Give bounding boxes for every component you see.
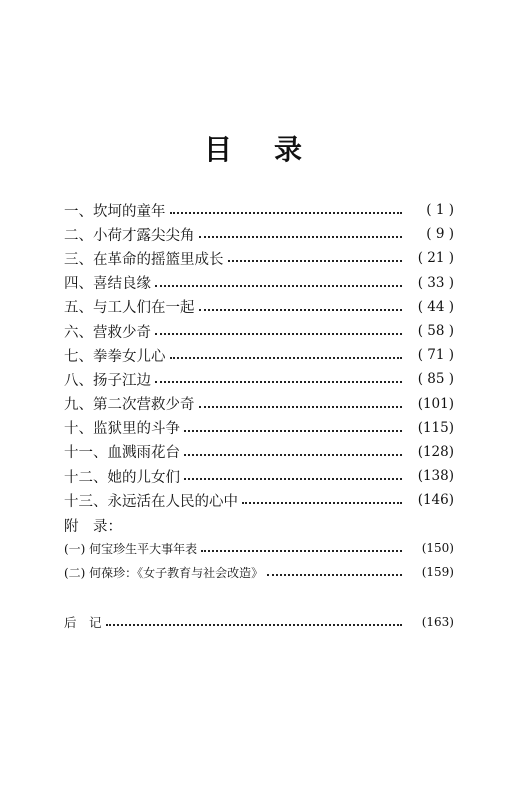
- toc-entry-1[interactable]: [64, 198, 454, 222]
- toc-entry-10[interactable]: [64, 416, 454, 440]
- toc-entry-page: ( 44 ): [417, 298, 454, 315]
- appendix-heading: 附 录：: [64, 518, 122, 535]
- toc-entry-label: 六、营救少奇: [64, 324, 151, 341]
- table-of-contents: [64, 198, 454, 584]
- dot-leader: [106, 624, 402, 626]
- toc-entry-label: 七、拳拳女儿心: [64, 348, 166, 365]
- title-char-1: 目: [203, 133, 232, 166]
- toc-entry-label: 十三、永远活在人民的心中: [64, 493, 238, 510]
- toc-entry-12[interactable]: [64, 464, 454, 488]
- toc-entry-page: ( 1 ): [426, 202, 454, 219]
- dot-leader: [184, 430, 402, 432]
- dot-leader: [155, 285, 402, 287]
- dot-leader: [155, 333, 402, 335]
- toc-entry-page: ( 71 ): [417, 347, 454, 364]
- toc-entry-page: (101): [417, 395, 454, 412]
- toc-entry-page: (115): [417, 419, 454, 436]
- toc-entry-page: ( 85 ): [417, 371, 454, 388]
- toc-entry-label: 四、喜结良缘: [64, 276, 151, 293]
- dot-leader: [267, 574, 402, 576]
- dot-leader: [170, 212, 403, 214]
- toc-entry-label: 一、坎坷的童年: [64, 203, 166, 220]
- appendix-entry-2[interactable]: [64, 560, 454, 584]
- toc-entry-2[interactable]: [64, 222, 454, 246]
- dot-leader: [228, 260, 403, 262]
- dot-leader: [199, 236, 403, 238]
- page-title: [0, 128, 506, 168]
- appendix-entry-page: (159): [421, 565, 454, 580]
- toc-entry-4[interactable]: [64, 271, 454, 295]
- appendix-entry-page: (150): [421, 541, 454, 556]
- toc-entry-page: ( 33 ): [417, 274, 454, 291]
- appendix-entry-1[interactable]: [64, 536, 454, 560]
- toc-entry-6[interactable]: [64, 319, 454, 343]
- dot-leader: [184, 478, 402, 480]
- toc-entry-3[interactable]: [64, 246, 454, 270]
- toc-entry-page: ( 58 ): [417, 323, 454, 340]
- toc-entry-11[interactable]: [64, 440, 454, 464]
- afterword-entry[interactable]: [64, 610, 454, 634]
- appendix-entry-label: (一) 何宝珍生平大事年表: [64, 541, 198, 556]
- toc-entry-7[interactable]: [64, 343, 454, 367]
- dot-leader: [201, 550, 402, 552]
- toc-entry-page: ( 21 ): [417, 250, 454, 267]
- toc-entry-label: 十二、她的儿女们: [64, 469, 180, 486]
- toc-entry-label: 五、与工人们在一起: [64, 300, 195, 317]
- toc-entry-5[interactable]: [64, 295, 454, 319]
- toc-entry-label: 十、监狱里的斗争: [64, 421, 180, 438]
- toc-entry-label: 二、小荷才露尖尖角: [64, 227, 195, 244]
- toc-entry-page: (138): [417, 468, 454, 485]
- toc-entry-page: (146): [417, 492, 454, 509]
- dot-leader: [184, 454, 402, 456]
- dot-leader: [242, 502, 402, 504]
- dot-leader: [170, 357, 403, 359]
- toc-entry-page: ( 9 ): [426, 226, 454, 243]
- dot-leader: [199, 309, 403, 311]
- toc-entry-label: 九、第二次营救少奇: [64, 397, 195, 414]
- title-char-2: 录: [274, 133, 303, 166]
- toc-entry-9[interactable]: [64, 392, 454, 416]
- toc-entry-8[interactable]: [64, 367, 454, 391]
- toc-entry-label: 十一、血溅雨花台: [64, 445, 180, 462]
- dot-leader: [155, 381, 402, 383]
- afterword-label: 后 记: [64, 615, 102, 630]
- dot-leader: [199, 406, 403, 408]
- toc-entry-label: 八、扬子江边: [64, 372, 151, 389]
- toc-entry-13[interactable]: [64, 488, 454, 512]
- appendix-entry-label: (二) 何葆珍：《女子教育与社会改造》: [64, 565, 264, 580]
- toc-entry-label: 三、在革命的摇篮里成长: [64, 251, 224, 268]
- toc-entry-page: (128): [417, 443, 454, 460]
- afterword-page: (163): [421, 615, 454, 629]
